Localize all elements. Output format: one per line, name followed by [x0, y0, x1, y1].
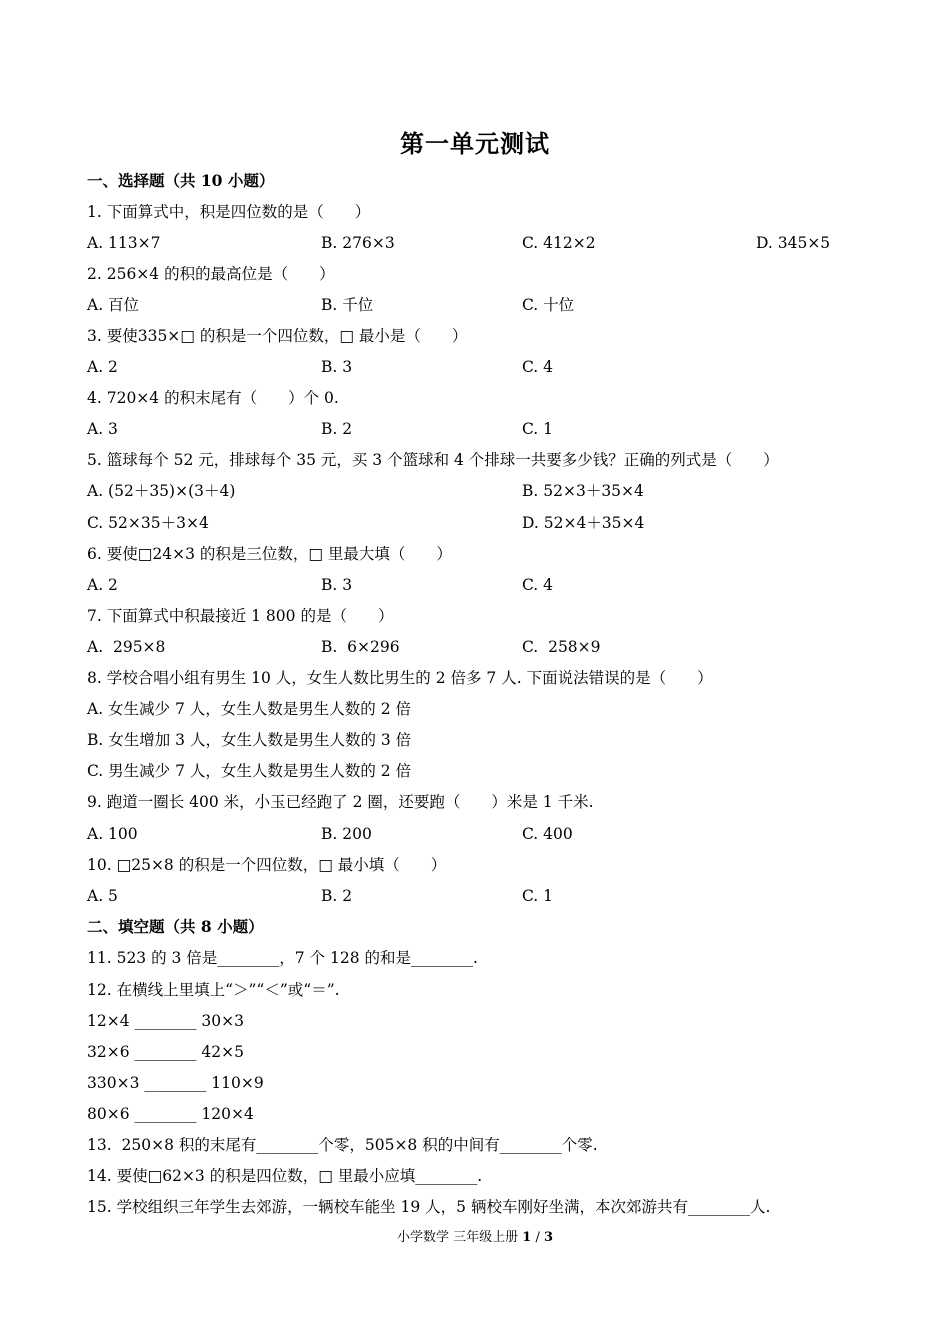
q6-option-a: A. 2: [87, 576, 118, 594]
question-10: 10. □25×8 的积是一个四位数，□ 最小填（ ）: [87, 856, 447, 874]
question-1: 1. 下面算式中，积是四位数的是（ ）: [87, 203, 371, 221]
q4-option-a: A. 3: [87, 420, 118, 438]
q7-option-a: A. 295×8: [87, 638, 166, 656]
q10-option-a: A. 5: [87, 887, 118, 905]
q1-option-c: C. 412×2: [522, 234, 596, 252]
q5-option-a: A. (52＋35)×(3＋4): [87, 482, 236, 500]
q12-item-4: 80×6 ________ 120×4: [87, 1105, 254, 1123]
q10-option-c: C. 1: [522, 887, 554, 905]
question-7: 7. 下面算式中积最接近 1 800 的是（ ）: [87, 607, 394, 625]
footer-page-total: 3: [543, 1230, 554, 1245]
q2-option-c: C. 十位: [522, 296, 575, 314]
page-title: 第一单元测试: [400, 129, 550, 158]
q9-option-b: B. 200: [321, 825, 372, 843]
footer-page-number: 1: [522, 1230, 532, 1245]
question-2: 2. 256×4 的积的最高位是（ ）: [87, 265, 335, 283]
question-14: 14. 要使□62×3 的积是四位数，□ 里最小应填________.: [87, 1167, 483, 1185]
footer-subject: 小学数学 三年级上册: [396, 1230, 519, 1245]
question-6: 6. 要使□24×3 的积是三位数，□ 里最大填（ ）: [87, 545, 452, 563]
q1-option-a: A. 113×7: [87, 234, 161, 252]
page-footer: [0, 1229, 950, 1247]
section-heading-choice: 一、选择题（共 10 小题）: [87, 171, 275, 190]
q3-option-b: B. 3: [321, 358, 353, 376]
q4-option-b: B. 2: [321, 420, 353, 438]
q2-option-a: A. 百位: [87, 296, 140, 314]
question-4: 4. 720×4 的积末尾有（ ）个 0.: [87, 389, 339, 407]
section-heading-fill-blank: 二、填空题（共 8 小题）: [87, 917, 264, 936]
question-13: 13. 250×8 积的末尾有________个零，505×8 积的中间有________个零.: [87, 1136, 598, 1154]
q9-option-c: C. 400: [522, 825, 573, 843]
q12-item-1: 12×4 ________ 30×3: [87, 1012, 244, 1030]
q12-item-2: 32×6 ________ 42×5: [87, 1043, 244, 1061]
q12-item-3: 330×3 ________ 110×9: [87, 1074, 264, 1092]
question-12: 12. 在横线上里填上“＞”“＜”或“＝”.: [87, 981, 340, 999]
q9-option-a: A. 100: [87, 825, 138, 843]
q4-option-c: C. 1: [522, 420, 554, 438]
footer-separator: /: [531, 1230, 544, 1245]
question-9: 9. 跑道一圈长 400 米，小玉已经跑了 2 圈，还要跑（ ）米是 1 千米.: [87, 793, 594, 811]
q8-option-c: C. 男生减少 7 人，女生人数是男生人数的 2 倍: [87, 762, 412, 780]
q7-option-b: B. 6×296: [321, 638, 400, 656]
q3-option-a: A. 2: [87, 358, 118, 376]
question-11: 11. 523 的 3 倍是________，7 个 128 的和是________.: [87, 949, 478, 967]
question-15: 15. 学校组织三年学生去郊游，一辆校车能坐 19 人，5 辆校车刚好坐满，本次郊游共有________人.: [87, 1198, 771, 1216]
q2-option-b: B. 千位: [321, 296, 374, 314]
q1-option-d: D. 345×5: [756, 234, 831, 252]
q5-option-b: B. 52×3＋35×4: [522, 482, 644, 500]
q10-option-b: B. 2: [321, 887, 353, 905]
question-8: 8. 学校合唱小组有男生 10 人，女生人数比男生的 2 倍多 7 人. 下面说法错误的是（ ）: [87, 669, 713, 687]
q6-option-b: B. 3: [321, 576, 353, 594]
q8-option-a: A. 女生减少 7 人，女生人数是男生人数的 2 倍: [87, 700, 411, 718]
question-3: 3. 要使335×□ 的积是一个四位数，□ 最小是（ ）: [87, 327, 468, 345]
q1-option-b: B. 276×3: [321, 234, 395, 252]
q8-option-b: B. 女生增加 3 人，女生人数是男生人数的 3 倍: [87, 731, 412, 749]
q6-option-c: C. 4: [522, 576, 554, 594]
q3-option-c: C. 4: [522, 358, 554, 376]
q5-option-c: C. 52×35＋3×4: [87, 514, 209, 532]
q5-option-d: D. 52×4＋35×4: [522, 514, 645, 532]
question-5: 5. 篮球每个 52 元，排球每个 35 元，买 3 个篮球和 4 个排球一共要多少钱？正确的列式是（ ）: [87, 451, 779, 469]
q7-option-c: C. 258×9: [522, 638, 601, 656]
